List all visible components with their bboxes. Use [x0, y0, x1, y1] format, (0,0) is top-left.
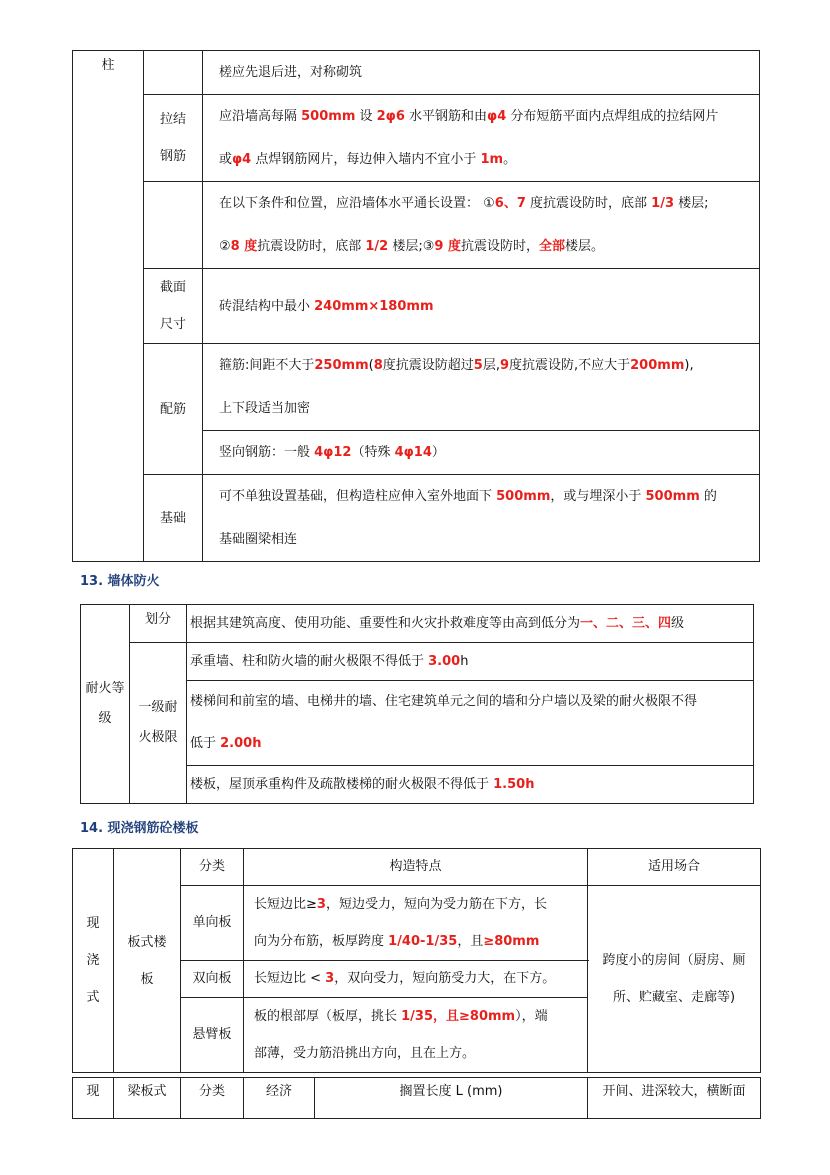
beam-row-application: 开间、进深较大，横断面	[588, 1078, 761, 1119]
row-label-empty-1	[144, 51, 203, 95]
cast-in-situ-slab-table	[72, 848, 761, 1073]
header-features: 构造特点	[244, 849, 588, 886]
tie-bars-text: 应沿墙高每隔 500mm 设 2φ6 水平钢筋和由φ4 分布短筋平面内点焊组成的拉结网片 或φ4 点焊钢筋网片，每边伸入墙内不宜小于 1m。	[203, 95, 760, 182]
section-size-text: 砖混结构中最小 240mm×180mm	[203, 269, 760, 344]
division-text: 根据其建筑高度、使用功能、重要性和火灾扑救难度等由高到低分为一、二、三、四级	[187, 605, 754, 643]
section-14-heading: 14. 现浇钢筋砼楼板	[80, 821, 199, 836]
stirrup-text: 箍筋:间距不大于250mm(8度抗震设防超过5层,9度抗震设防,不应大于200mm), 上下段适当加密	[203, 344, 760, 431]
division-label: 划分	[130, 605, 187, 643]
beam-row-col-b: 梁板式	[114, 1078, 181, 1119]
application-text: 跨度小的房间（厨房、厕 所、贮藏室、走廊等)	[588, 886, 761, 1073]
vertical-bar-text: 竖向钢筋：一般 4φ12（特殊 4φ14）	[203, 431, 760, 475]
limit-1-text: 承重墙、柱和防火墙的耐火极限不得低于 3.00h	[187, 643, 754, 681]
header-application: 适用场合	[588, 849, 761, 886]
grade-one-label: 一级耐 火极限	[130, 643, 187, 804]
beam-row-category: 分类	[181, 1078, 244, 1119]
cantilever-slab-text: 板的根部厚（板厚，挑长 1/35，且≥80mm），端 部薄，受力筋沿挑出方向，且在上方。	[244, 998, 588, 1073]
fire-resistance-table	[80, 604, 754, 804]
limit-3-text: 楼板，屋顶承重构件及疏散楼梯的耐火极限不得低于 1.50h	[187, 766, 754, 804]
row-label-reinforcement: 配筋	[144, 344, 203, 475]
row-label-foundation: 基础	[144, 475, 203, 562]
col-label: 柱	[73, 51, 144, 562]
one-way-slab-label: 单向板	[181, 886, 244, 961]
row-label-section-size: 截面 尺寸	[144, 269, 203, 344]
beam-slab-row	[72, 1077, 761, 1119]
cast-in-situ-label: 现 浇 式	[73, 849, 114, 1073]
structural-column-table	[72, 50, 760, 562]
fire-grade-label: 耐火等 级	[81, 605, 130, 804]
cantilever-slab-label: 悬臂板	[181, 998, 244, 1073]
slab-type-label: 板式楼 板	[114, 849, 181, 1073]
two-way-slab-text: 长短边比 < 3，双向受力，短向筋受力大，在下方。	[244, 961, 588, 998]
two-way-slab-label: 双向板	[181, 961, 244, 998]
row-label-empty-2	[144, 182, 203, 269]
header-category: 分类	[181, 849, 244, 886]
row-label-tie-bars: 拉结 钢筋	[144, 95, 203, 182]
beam-row-col-a: 现	[73, 1078, 114, 1119]
horizontal-bars-text: 在以下条件和位置，应沿墙体水平通长设置： ①6、7 度抗震设防时，底部 1/3 楼层; ②8 度抗震设防时，底部 1/2 楼层;③9 度抗震设防时，全部楼层。	[203, 182, 760, 269]
limit-2-text: 楼梯间和前室的墙、电梯井的墙、住宅建筑单元之间的墙和分户墙以及梁的耐火极限不得 低于 2.00h	[187, 681, 754, 766]
beam-row-bearing-length: 搁置长度 L (mm)	[315, 1078, 588, 1119]
beam-row-economic: 经济	[244, 1078, 315, 1119]
foundation-text: 可不单独设置基础，但构造柱应伸入室外地面下 500mm，或与埋深小于 500mm 的 基础圈梁相连	[203, 475, 760, 562]
row-text-0: 槎应先退后进，对称砌筑	[203, 51, 760, 95]
section-13-heading: 13. 墙体防火	[80, 574, 160, 589]
one-way-slab-text: 长短边比≥3，短边受力，短向为受力筋在下方，长 向为分布筋，板厚跨度 1/40-1/35，且≥80mm	[244, 886, 588, 961]
